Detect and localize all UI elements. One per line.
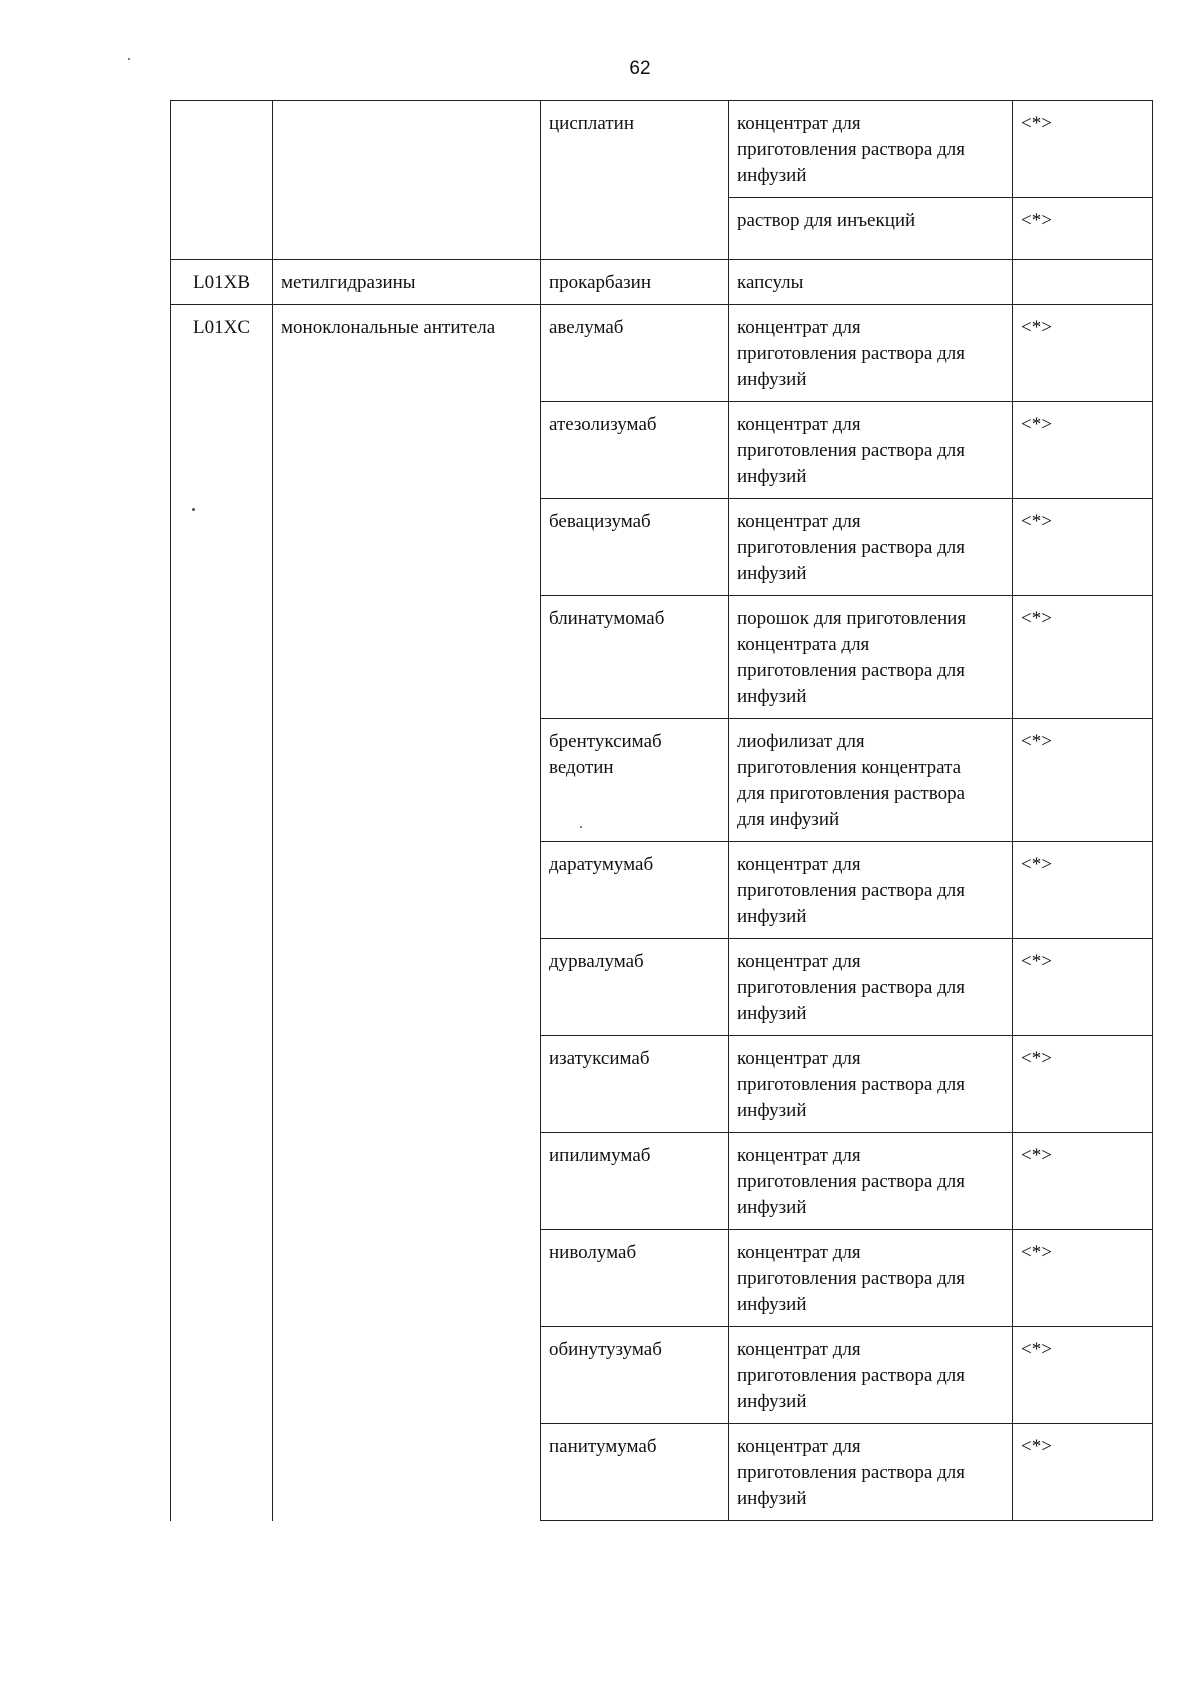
mark-cell: <*> xyxy=(1013,842,1153,939)
mark-cell: <*> xyxy=(1013,1230,1153,1327)
atc-code-cell xyxy=(171,101,273,260)
mark-cell: <*> xyxy=(1013,719,1153,842)
group-cell: метилгидразины xyxy=(273,260,541,305)
table-row xyxy=(171,260,1153,305)
drug-name-cell: цисплатин xyxy=(541,101,729,260)
mark-cell: <*> xyxy=(1013,1036,1153,1133)
mark-cell: <*> xyxy=(1013,1133,1153,1230)
dosage-form-cell: концентрат для приготовления раствора для инфузий xyxy=(729,939,1013,1036)
mark-cell: <*> xyxy=(1013,1424,1153,1521)
drug-name-cell: ипилимумаб xyxy=(541,1133,729,1230)
dosage-form-cell: концентрат для приготовления раствора для инфузий xyxy=(729,101,1013,198)
page-number: 62 xyxy=(629,58,651,79)
mark-cell: <*> xyxy=(1013,596,1153,719)
dosage-form-cell: концентрат для приготовления раствора для инфузий xyxy=(729,402,1013,499)
dosage-form-cell: концентрат для приготовления раствора для инфузий xyxy=(729,499,1013,596)
group-cell xyxy=(273,101,541,260)
mark-cell: <*> xyxy=(1013,402,1153,499)
table-row xyxy=(171,305,1153,402)
dosage-form-cell: концентрат для приготовления раствора для инфузий xyxy=(729,1424,1013,1521)
drug-name-cell: ниволумаб xyxy=(541,1230,729,1327)
mark-cell: <*> xyxy=(1013,101,1153,198)
dosage-form-cell: капсулы xyxy=(729,260,1013,305)
scan-speck xyxy=(580,826,582,828)
dosage-form-cell: концентрат для приготовления раствора для инфузий xyxy=(729,305,1013,402)
table-row xyxy=(171,101,1153,198)
drug-name-cell: обинутузумаб xyxy=(541,1327,729,1424)
drug-name-cell: даратумумаб xyxy=(541,842,729,939)
dosage-form-cell: концентрат для приготовления раствора для инфузий xyxy=(729,1327,1013,1424)
drug-name-cell: бевацизумаб xyxy=(541,499,729,596)
drug-name-cell: авелумаб xyxy=(541,305,729,402)
scan-speck xyxy=(192,508,195,511)
atc-code-cell: L01XC xyxy=(171,305,273,1521)
mark-cell xyxy=(1013,260,1153,305)
mark-cell: <*> xyxy=(1013,305,1153,402)
drug-name-cell: панитумумаб xyxy=(541,1424,729,1521)
dosage-form-cell: концентрат для приготовления раствора для инфузий xyxy=(729,1230,1013,1327)
drug-table xyxy=(170,100,1153,1521)
mark-cell: <*> xyxy=(1013,939,1153,1036)
dosage-form-cell: концентрат для приготовления раствора для инфузий xyxy=(729,1036,1013,1133)
drug-name-cell: прокарбазин xyxy=(541,260,729,305)
group-cell: моноклональные антитела xyxy=(273,305,541,1521)
atc-code-cell: L01XB xyxy=(171,260,273,305)
drug-name-cell: дурвалумаб xyxy=(541,939,729,1036)
scan-speck xyxy=(128,58,130,60)
dosage-form-cell: раствор для инъекций xyxy=(729,198,1013,260)
dosage-form-cell: лиофилизат для приготовления концентрата для приготовления раствора для инфузий xyxy=(729,719,1013,842)
dosage-form-cell: концентрат для приготовления раствора для инфузий xyxy=(729,1133,1013,1230)
mark-cell: <*> xyxy=(1013,198,1153,260)
dosage-form-cell: порошок для приготовления концентрата для приготовления раствора для инфузий xyxy=(729,596,1013,719)
dosage-form-cell: концентрат для приготовления раствора для инфузий xyxy=(729,842,1013,939)
drug-name-cell: блинатумомаб xyxy=(541,596,729,719)
mark-cell: <*> xyxy=(1013,1327,1153,1424)
mark-cell: <*> xyxy=(1013,499,1153,596)
drug-name-cell: изатуксимаб xyxy=(541,1036,729,1133)
drug-name-cell: атезолизумаб xyxy=(541,402,729,499)
drug-name-cell: брентуксимаб ведотин xyxy=(541,719,729,842)
